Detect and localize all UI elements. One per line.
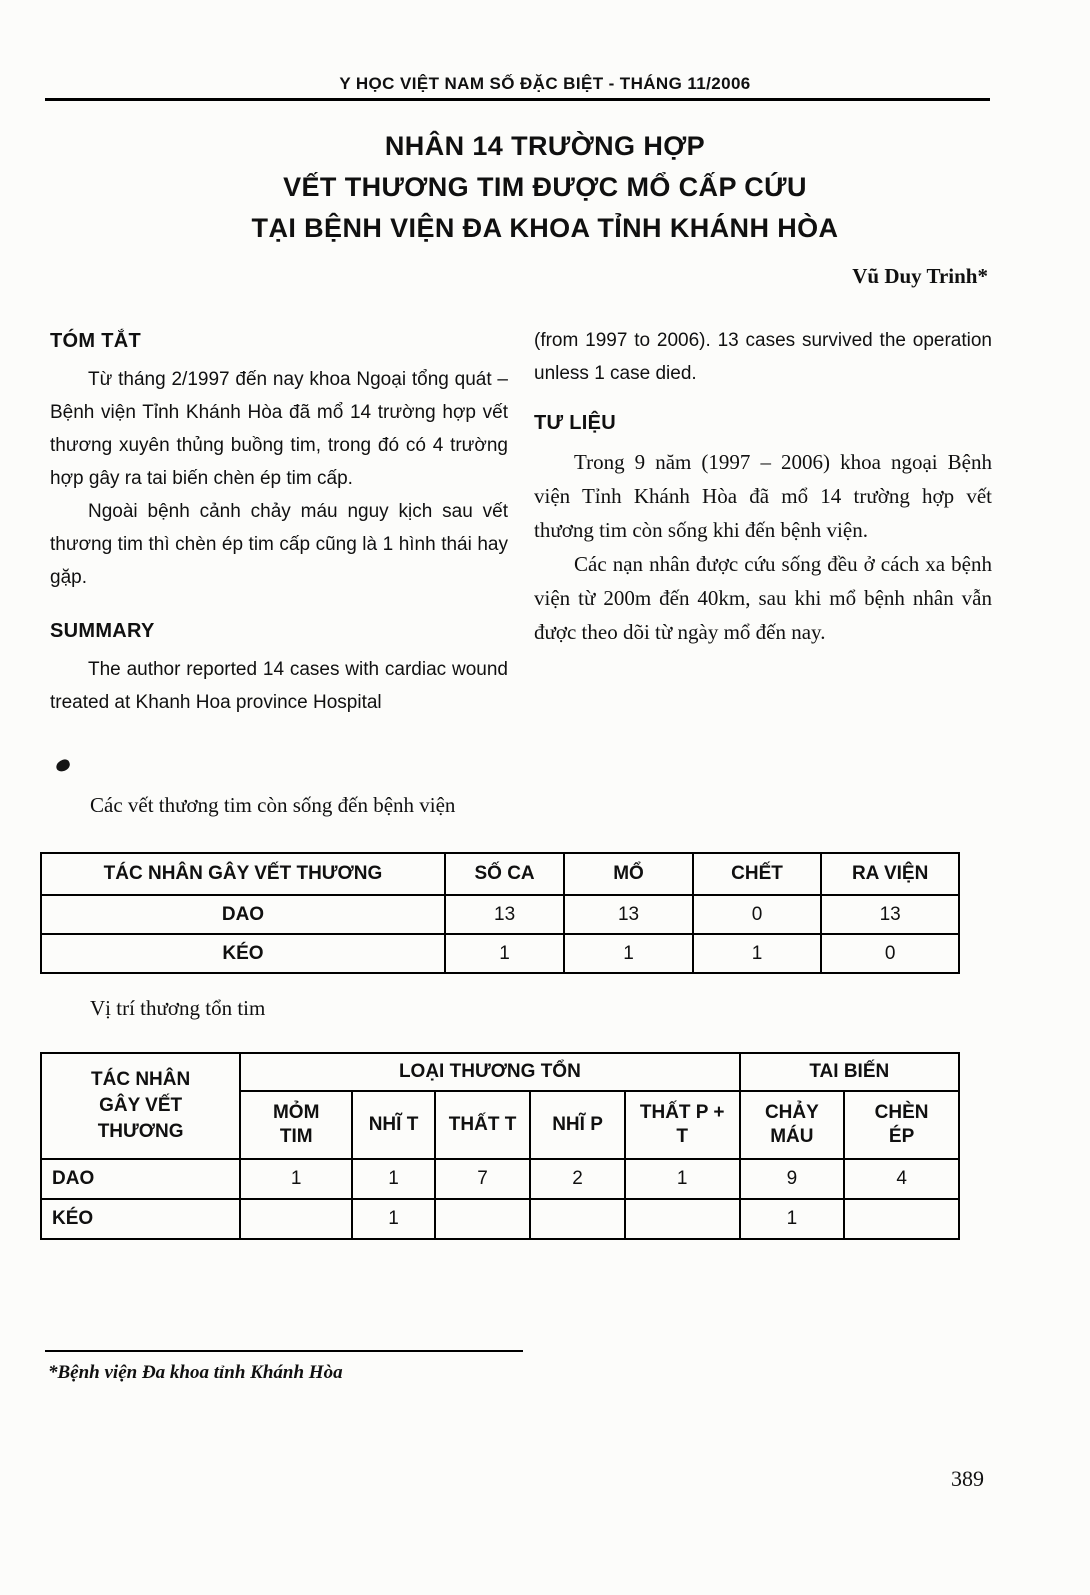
scan-artifact-mark <box>55 758 72 773</box>
tu-lieu-heading: TƯ LIỆU <box>534 412 617 434</box>
table-row-dao <box>41 895 959 934</box>
author-name: Vũ Duy Trinh* <box>852 264 988 288</box>
cell-dao-left-ventricle: 7 <box>435 1159 530 1199</box>
cell-dao-apex: 1 <box>240 1159 352 1199</box>
cell-dao-left-atrium: 1 <box>352 1159 435 1199</box>
tu-lieu-paragraph-2: Các nạn nhân được cứu sống đều ở cách xa bệnh viện từ 200m đến 40km, sau khi mổ bệnh nhân vẫn được theo dõi từ ngày mổ đến nay. <box>534 552 992 644</box>
group-header-lesion-type: LOẠI THƯƠNG TỔN <box>240 1053 739 1091</box>
survival-table-header-row <box>41 853 959 895</box>
col-header-died: CHẾT <box>693 853 822 895</box>
table-row-keo <box>41 934 959 973</box>
cell-dao-right-ventricle-plus: 1 <box>625 1159 740 1199</box>
cell-keo-discharged: 0 <box>821 934 959 973</box>
tom-tat-paragraph-1: Từ tháng 2/1997 đến nay khoa Ngoại tổng quát – Bệnh viện Tỉnh Khánh Hòa đã mổ 14 trường hợp vết thương xuyên thủng buồng tim, trong đó có 4 trường hợp gây ra tai biến chèn ép tim cấp. <box>50 369 508 489</box>
table-row-keo <box>41 1199 959 1239</box>
page-number: 389 <box>951 1466 984 1491</box>
col-header-discharged: RA VIỆN <box>821 853 959 895</box>
cell-dao-cases: 13 <box>445 895 564 934</box>
title-line-1: NHÂN 14 TRƯỜNG HỢP <box>384 131 706 161</box>
col-header-left-atrium: NHĨ T <box>352 1091 435 1159</box>
col-header-apex: MỎM TIM <box>240 1091 352 1159</box>
journal-header: Y HỌC VIỆT NAM SỐ ĐẶC BIỆT - THÁNG 11/2006 <box>339 74 751 93</box>
cell-dao-died: 0 <box>693 895 822 934</box>
right-column <box>534 324 992 719</box>
cell-keo-cases: 1 <box>445 934 564 973</box>
cell-agent-keo: KÉO <box>41 1199 240 1239</box>
header-rule <box>45 98 990 101</box>
table-row-dao <box>41 1159 959 1199</box>
cell-agent-keo: KÉO <box>41 934 445 973</box>
cell-dao-discharged: 13 <box>821 895 959 934</box>
group-header-complication: TAI BIẾN <box>740 1053 959 1091</box>
title-line-2: VẾT THƯƠNG TIM ĐƯỢC MỔ CẤP CỨU <box>283 172 807 202</box>
article-title <box>0 126 1090 249</box>
agent-header-line-1: TÁC NHÂN <box>91 1069 191 1090</box>
left-column <box>50 324 508 719</box>
col-header-right-ventricle-plus: THẤT P + T <box>625 1091 740 1159</box>
tom-tat-paragraph-2: Ngoài bệnh cảnh chảy máu nguy kịch sau vết thương tim thì chèn ép tim cấp cũng là 1 hình thái hay gặp. <box>50 501 508 588</box>
col-header-left-ventricle: THẤT T <box>435 1091 530 1159</box>
col-header-right-atrium: NHĨ P <box>530 1091 625 1159</box>
col-header-cases: SỐ CA <box>445 853 564 895</box>
footnote: *Bệnh viện Đa khoa tỉnh Khánh Hòa <box>48 1362 343 1383</box>
col-header-bleeding: CHẢY MÁU <box>740 1091 845 1159</box>
table2-caption: Vị trí thương tổn tim <box>90 996 266 1020</box>
cell-keo-operated: 1 <box>564 934 693 973</box>
cell-agent-dao: DAO <box>41 1159 240 1199</box>
cell-keo-right-atrium <box>530 1199 625 1239</box>
col-header-tamponade: CHÈN ÉP <box>844 1091 959 1159</box>
summary-continuation: (from 1997 to 2006). 13 cases survived the operation unless 1 case died. <box>534 330 992 384</box>
lesion-location-table <box>40 1052 960 1240</box>
cell-dao-operated: 13 <box>564 895 693 934</box>
survival-table <box>40 852 960 974</box>
group-header-row <box>41 1053 959 1091</box>
col-header-wound-agent: TÁC NHÂN GÂY VẾT THƯƠNG <box>41 853 445 895</box>
two-column-body <box>50 324 992 719</box>
cell-keo-died: 1 <box>693 934 822 973</box>
col-header-operated: MỔ <box>564 853 693 895</box>
agent-header-line-2: GÂY VẾT <box>99 1095 183 1116</box>
tom-tat-heading: TÓM TẮT <box>50 330 141 352</box>
summary-heading: SUMMARY <box>50 620 155 642</box>
col-header-wound-agent <box>41 1053 240 1159</box>
table1-caption: Các vết thương tim còn sống đến bệnh viện <box>90 793 456 817</box>
cell-dao-bleeding: 9 <box>740 1159 845 1199</box>
cell-dao-tamponade: 4 <box>844 1159 959 1199</box>
cell-keo-left-ventricle <box>435 1199 530 1239</box>
summary-paragraph: The author reported 14 cases with cardiac wound treated at Khanh Hoa province Hospital <box>50 659 508 713</box>
cell-keo-bleeding: 1 <box>740 1199 845 1239</box>
cell-dao-right-atrium: 2 <box>530 1159 625 1199</box>
footnote-rule <box>45 1350 523 1352</box>
cell-keo-apex <box>240 1199 352 1239</box>
agent-header-line-3: THƯƠNG <box>97 1121 184 1142</box>
title-line-3: TẠI BỆNH VIỆN ĐA KHOA TỈNH KHÁNH HÒA <box>251 213 839 243</box>
cell-keo-right-ventricle-plus <box>625 1199 740 1239</box>
tu-lieu-paragraph-1: Trong 9 năm (1997 – 2006) khoa ngoại Bệnh viện Tỉnh Khánh Hòa đã mổ 14 trường hợp vết thương tim còn sống khi đến bệnh viện. <box>534 450 992 542</box>
cell-agent-dao: DAO <box>41 895 445 934</box>
cell-keo-tamponade <box>844 1199 959 1239</box>
cell-keo-left-atrium: 1 <box>352 1199 435 1239</box>
